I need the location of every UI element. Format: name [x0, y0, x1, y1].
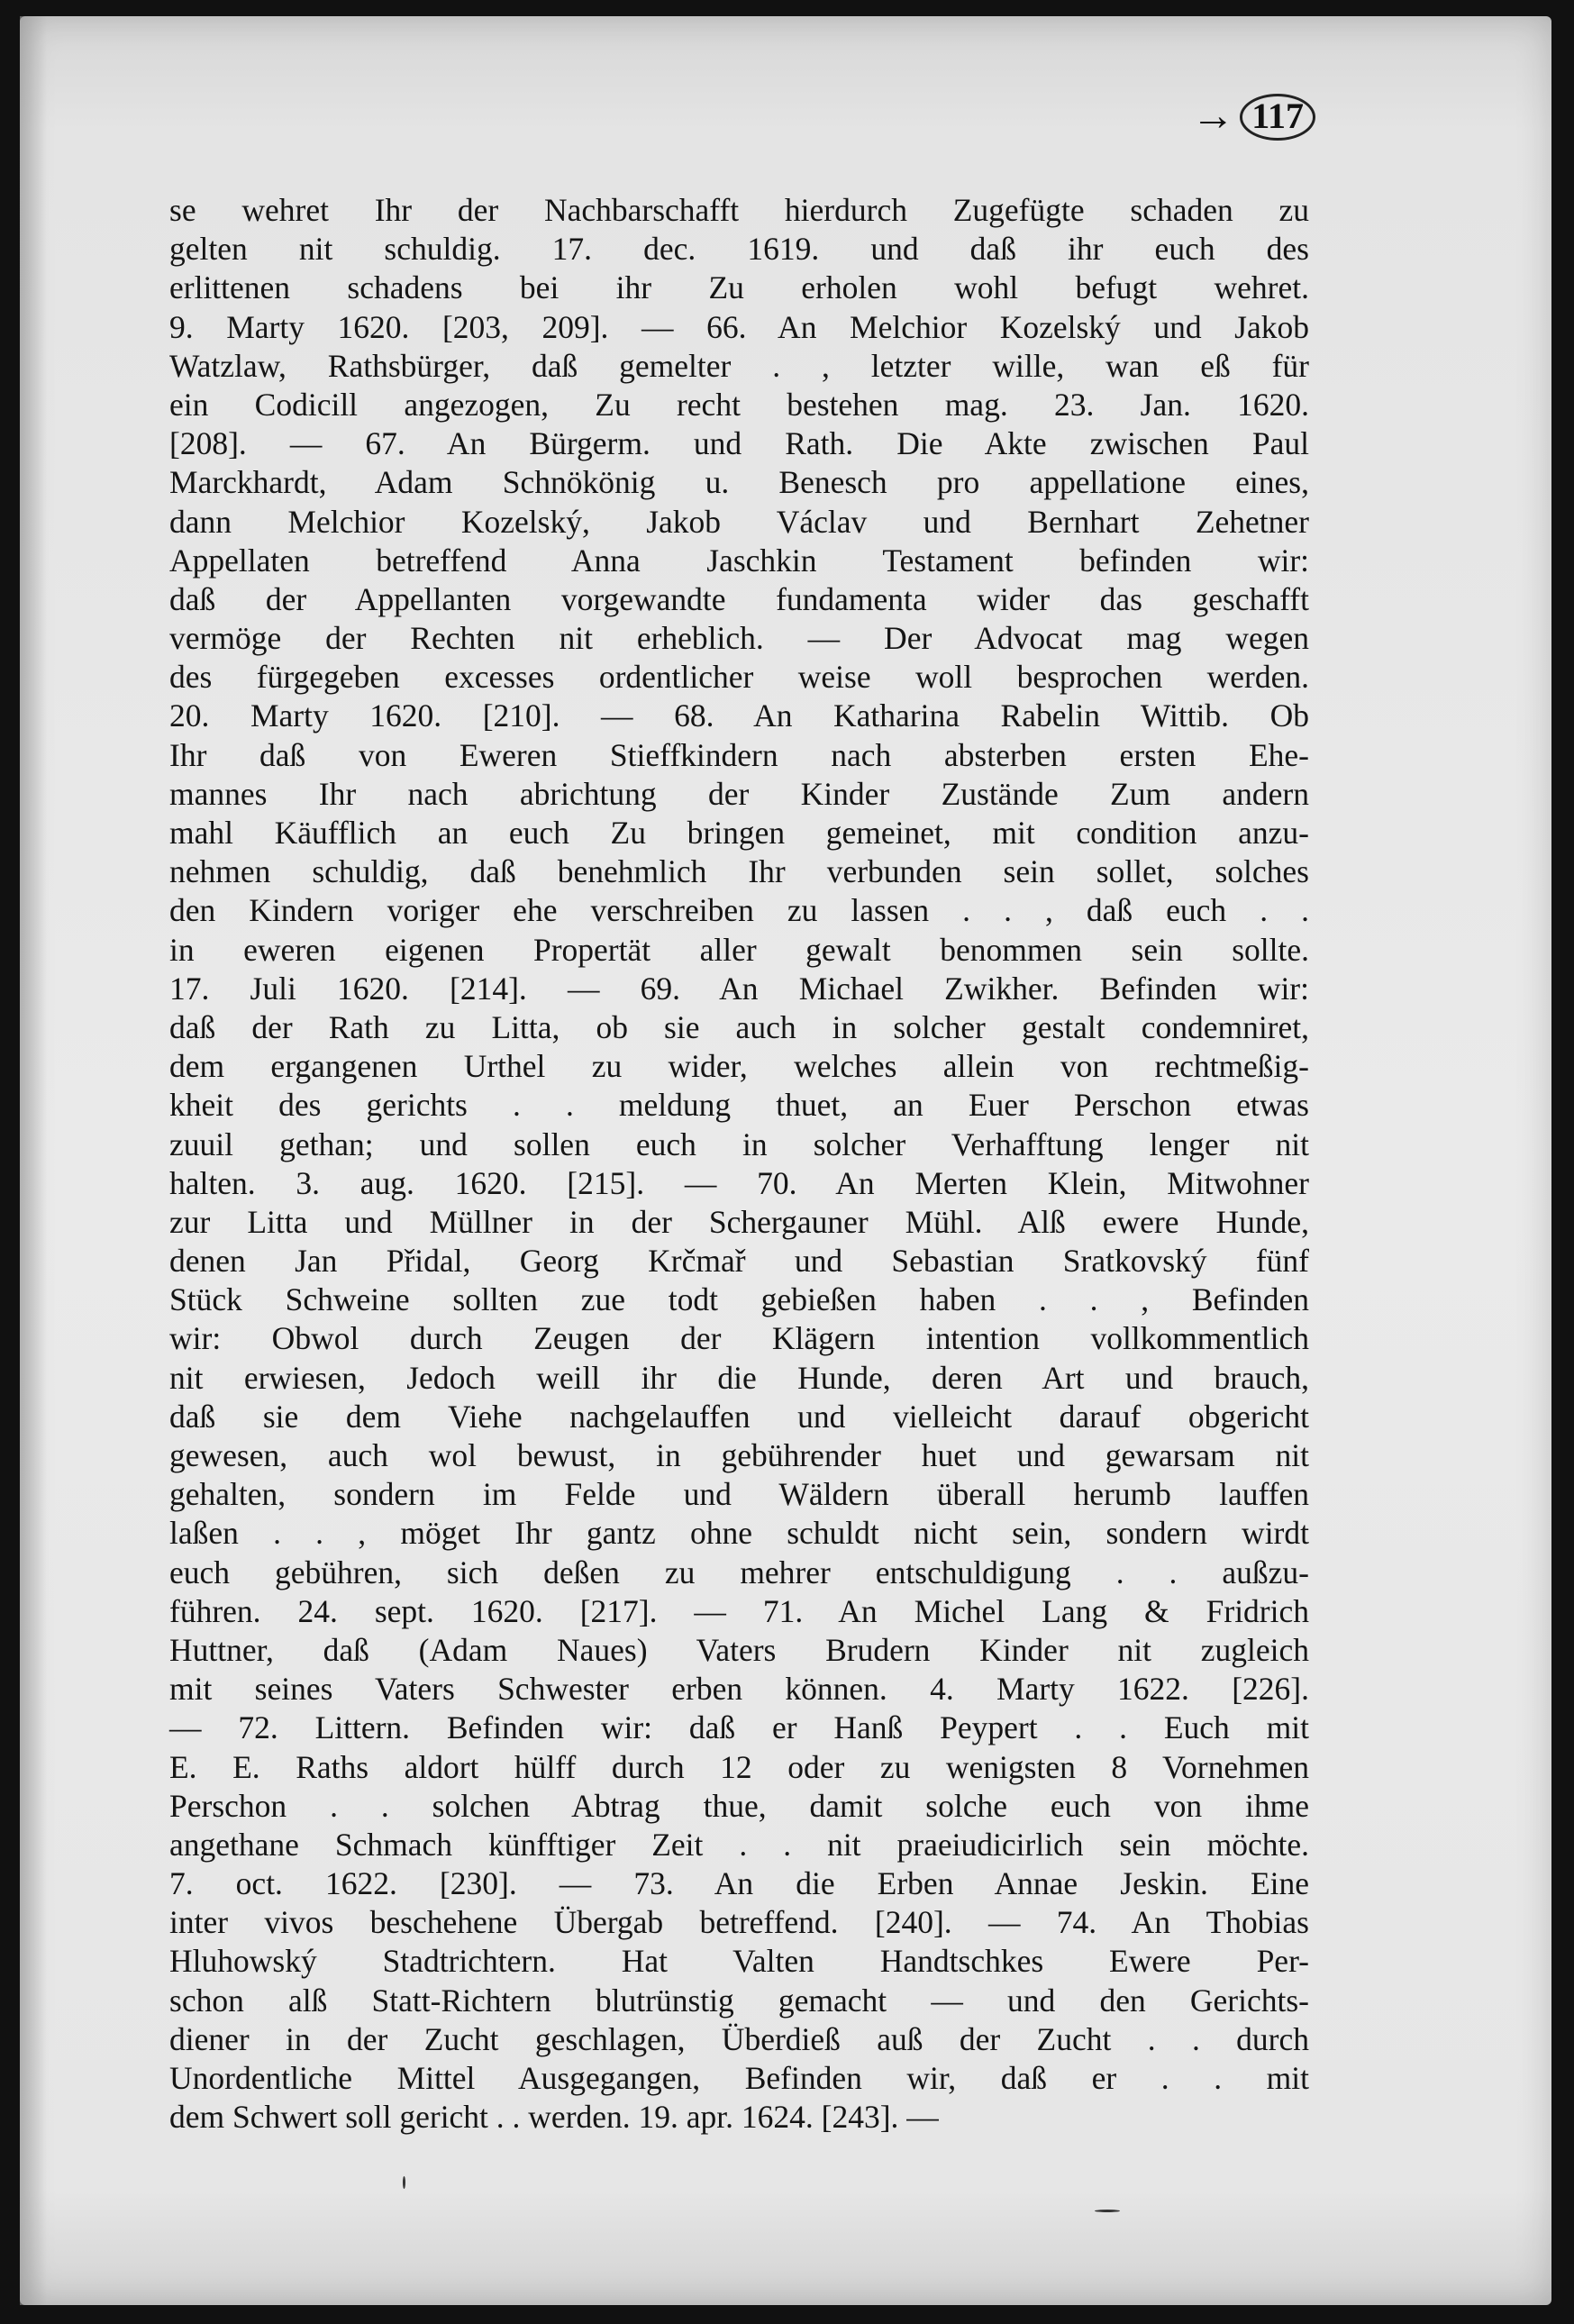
text-line: 20. Marty 1620. [210]. — 68. An Katharina Rabelin Wittib. Ob: [169, 697, 1309, 734]
text-line: Hluhowský Stadtrichtern. Hat Valten Handtschkes Ewere Per-: [169, 1943, 1309, 1980]
text-line: gewesen, auch wol bewust, in gebührender huet und gewarsam nit: [169, 1437, 1309, 1473]
text-line: nit erwiesen, Jedoch weill ihr die Hunde, deren Art und brauch,: [169, 1359, 1309, 1396]
text-line: daß der Appellanten vorgewandte fundamenta wider das geschafft: [169, 580, 1309, 617]
text-line: halten. 3. aug. 1620. [215]. — 70. An Merten Klein, Mitwohner: [169, 1164, 1309, 1201]
text-line: 17. Juli 1620. [214]. — 69. An Michael Zwikher. Befinden wir:: [169, 970, 1309, 1007]
text-line: laßen . . , möget Ihr gantz ohne schuldt nicht sein, sondern wirdt: [169, 1515, 1309, 1552]
text-line: führen. 24. sept. 1620. [217]. — 71. An Michel Lang & Fridrich: [169, 1592, 1309, 1629]
text-line: in eweren eigenen Propertät aller gewalt benommen sein sollte.: [169, 931, 1309, 968]
text-line: Huttner, daß (Adam Naues) Vaters Brudern Kinder nit zugleich: [169, 1631, 1309, 1668]
text-line: schon alß Statt-Richtern blutrünstig gemacht — und den Gerichts-: [169, 1982, 1309, 2019]
text-line: Appellaten betreffend Anna Jaschkin Testament befinden wir:: [169, 542, 1309, 579]
text-line: dem ergangenen Urthel zu wider, welches allein von rechtmeßig-: [169, 1048, 1309, 1085]
text-line: daß sie dem Viehe nachgelauffen und vielleicht darauf obgericht: [169, 1398, 1309, 1435]
text-line: Marckhardt, Adam Schnökönig u. Benesch pro appellatione eines,: [169, 464, 1309, 501]
text-line: se wehret Ihr der Nachbarschafft hierdurch Zugefügte schaden zu: [169, 192, 1309, 228]
text-line: gelten nit schuldig. 17. dec. 1619. und daß ihr euch des: [169, 231, 1309, 268]
text-line: zur Litta und Müllner in der Schergauner Mühl. Alß ewere Hunde,: [169, 1203, 1309, 1240]
scan-mark: [1095, 2210, 1120, 2212]
text-line: des fürgegeben excesses ordentlicher weise woll besprochen werden.: [169, 659, 1309, 696]
handwritten-arrow-icon: →: [1191, 91, 1235, 140]
page-number-circled: 117: [1240, 94, 1315, 141]
text-line: euch gebühren, sich deßen zu mehrer entschuldigung . . außzu-: [169, 1554, 1309, 1590]
text-line: den Kindern voriger ehe verschreiben zu lassen . . , daß euch . .: [169, 892, 1309, 929]
text-line: E. E. Raths aldort hülff durch 12 oder zu wenigsten 8 Vornehmen: [169, 1748, 1309, 1785]
text-line: Ihr daß von Eweren Stieffkindern nach absterben ersten Ehe-: [169, 736, 1309, 773]
page-left-edge-shadow: [20, 16, 47, 2305]
text-line: vermöge der Rechten nit erheblich. — Der Advocat mag wegen: [169, 620, 1309, 657]
page-number: [1135, 86, 1315, 149]
text-line: wir: Obwol durch Zeugen der Klägern intention vollkommentlich: [169, 1320, 1309, 1357]
text-line: mahl Käufflich an euch Zu bringen gemeinet, mit condition anzu-: [169, 815, 1309, 851]
text-line: Watzlaw, Rathsbürger, daß gemelter . , letzter wille, wan eß für: [169, 347, 1309, 384]
scan-mark: [403, 2176, 405, 2189]
text-line: 7. oct. 1622. [230]. — 73. An die Erben Annae Jeskin. Eine: [169, 1865, 1309, 1902]
text-line: dem Schwert soll gericht . . werden. 19. apr. 1624. [243]. —: [169, 2099, 939, 2136]
text-line: ein Codicill angezogen, Zu recht bestehen mag. 23. Jan. 1620.: [169, 386, 1309, 423]
text-line: erlittenen schadens bei ihr Zu erholen wohl befugt wehret.: [169, 269, 1309, 306]
text-line: — 72. Littern. Befinden wir: daß er Hanß Peypert . . Euch mit: [169, 1709, 1309, 1746]
text-line: daß der Rath zu Litta, ob sie auch in solcher gestalt condemniret,: [169, 1008, 1309, 1045]
text-line: mannes Ihr nach abrichtung der Kinder Zustände Zum andern: [169, 775, 1309, 812]
text-line: angethane Schmach künfftiger Zeit . . nit praeiudicirlich sein möchte.: [169, 1826, 1309, 1863]
text-line: Unordentliche Mittel Ausgegangen, Befinden wir, daß er . . mit: [169, 2060, 1309, 2096]
text-line: denen Jan Přidal, Georg Krčmař und Sebastian Sratkovský fünf: [169, 1243, 1309, 1280]
text-line: nehmen schuldig, daß benehmlich Ihr verbunden sein sollet, solches: [169, 853, 1309, 890]
text-line: mit seines Vaters Schwester erben können. 4. Marty 1622. [226].: [169, 1671, 1309, 1708]
text-line: gehalten, sondern im Felde und Wäldern überall herumb lauffen: [169, 1476, 1309, 1513]
body-text: [169, 191, 1309, 2137]
text-line: 9. Marty 1620. [203, 209]. — 66. An Melchior Kozelský und Jakob: [169, 308, 1309, 345]
text-line: zuuil gethan; und sollen euch in solcher Verhafftung lenger nit: [169, 1126, 1309, 1162]
text-line: Perschon . . solchen Abtrag thue, damit solche euch von ihme: [169, 1787, 1309, 1824]
text-line: Stück Schweine sollten zue todt gebießen haben . . , Befinden: [169, 1281, 1309, 1318]
text-line: [208]. — 67. An Bürgerm. und Rath. Die Akte zwischen Paul: [169, 425, 1309, 462]
text-line: dann Melchior Kozelský, Jakob Václav und Bernhart Zehetner: [169, 503, 1309, 540]
text-line: inter vivos beschehene Übergab betreffend. [240]. — 74. An Thobias: [169, 1904, 1309, 1941]
text-line: diener in der Zucht geschlagen, Überdieß auß der Zucht . . durch: [169, 2020, 1309, 2057]
text-line: kheit des gerichts . . meldung thuet, an Euer Perschon etwas: [169, 1087, 1309, 1124]
